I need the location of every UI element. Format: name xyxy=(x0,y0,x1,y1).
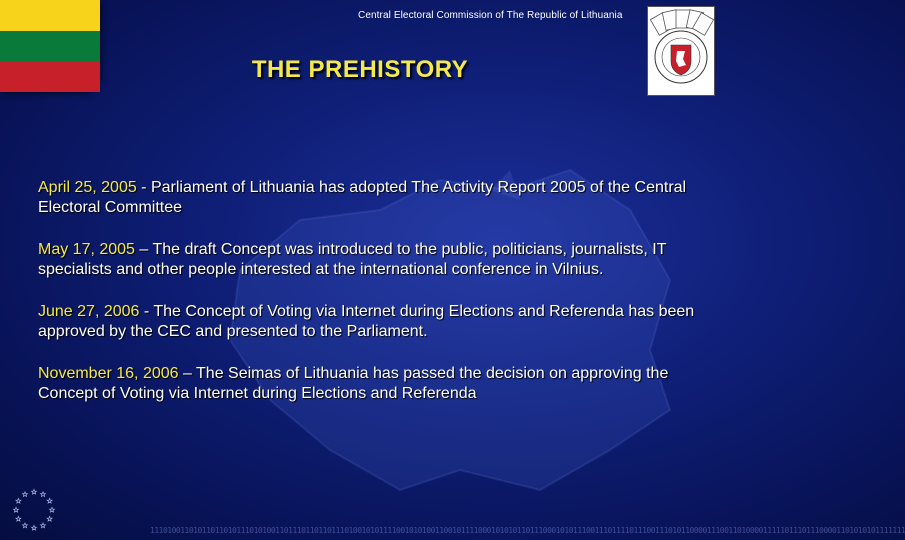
eu-star xyxy=(16,516,21,521)
organization-name: Central Electoral Commission of The Republic of Lithuania xyxy=(358,10,623,21)
eu-star xyxy=(14,507,19,512)
event-item xyxy=(38,178,698,218)
eu-star xyxy=(41,492,46,497)
event-description: - The Concept of Voting via Internet during Elections and Referenda has been approved by the CEC and presented to the Parliament. xyxy=(38,303,695,340)
event-date: November 16, 2006 xyxy=(38,365,179,382)
cec-emblem-icon xyxy=(647,6,715,96)
event-date: June 27, 2006 xyxy=(38,303,140,320)
event-description: – The draft Concept was introduced to the public, politicians, journalists, IT specialists and other people interested at the international conference in Vilnius. xyxy=(38,241,667,278)
event-item xyxy=(38,240,698,280)
eu-star xyxy=(23,492,28,497)
event-item xyxy=(38,302,698,342)
flag-stripe-red xyxy=(0,61,100,92)
event-item xyxy=(38,364,698,404)
event-date: April 25, 2005 xyxy=(38,179,137,196)
page-title: THE PREHISTORY xyxy=(251,56,469,83)
binary-decoration: 1110100110101101101011101010011011101101101110100101011110010101001100101111000101010110111000101011100111011110111001110101100001110011010000111110111011100001101010101111111 xyxy=(150,526,905,535)
eu-star xyxy=(41,523,46,528)
flag-stripe-green xyxy=(0,31,100,62)
eu-star xyxy=(32,525,37,530)
eu-star xyxy=(23,523,28,528)
event-description: - Parliament of Lithuania has adopted The Activity Report 2005 of the Central Electoral Committee xyxy=(38,179,687,216)
eu-star xyxy=(32,489,37,494)
eu-star xyxy=(16,498,21,503)
eu-stars-icon xyxy=(10,486,58,534)
event-date: May 17, 2005 xyxy=(38,241,135,258)
flag-stripe-yellow xyxy=(0,0,100,31)
eu-star xyxy=(47,498,52,503)
eu-star xyxy=(47,516,52,521)
eu-star xyxy=(50,507,55,512)
event-description: – The Seimas of Lithuania has passed the decision on approving the Concept of Voting via Internet during Elections and Referenda xyxy=(38,365,669,402)
events-list xyxy=(38,178,698,426)
lithuanian-flag xyxy=(0,0,100,92)
